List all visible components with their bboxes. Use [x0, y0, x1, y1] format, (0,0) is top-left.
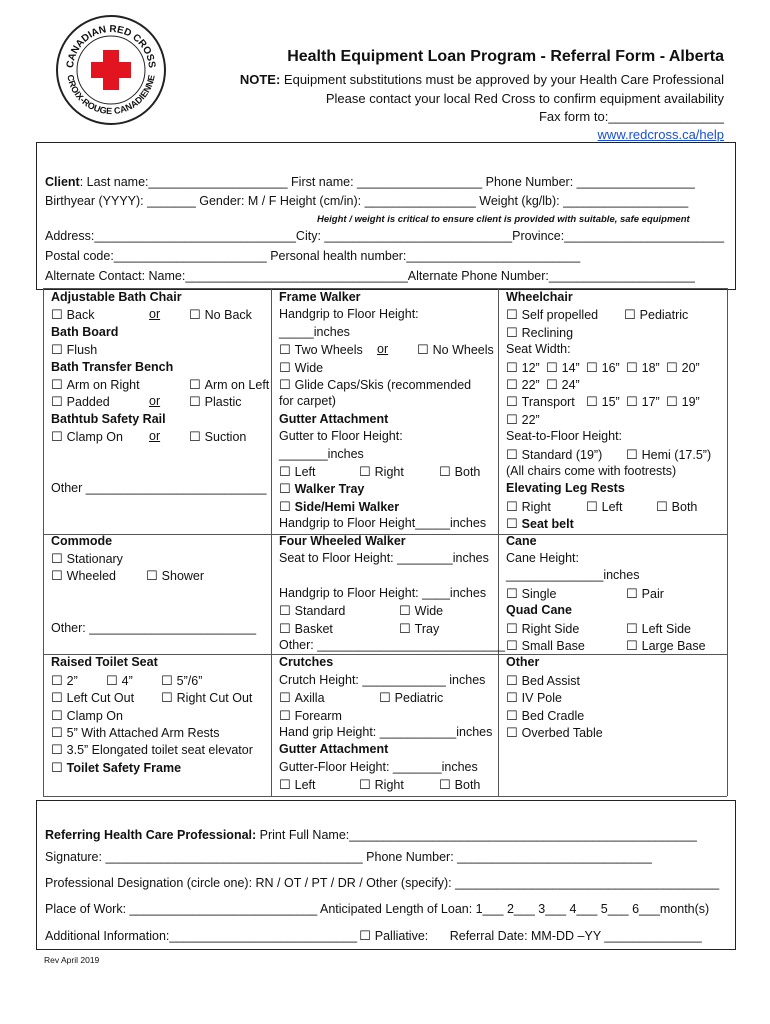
field-label: ______________inches — [506, 568, 640, 583]
col3-line — [506, 342, 571, 356]
checkbox-option[interactable]: ☐ Overbed Table — [506, 726, 603, 740]
col2-line[interactable] — [279, 464, 481, 480]
checkbox-option[interactable]: ☐ 14” — [546, 360, 580, 376]
place-of-work-line[interactable]: Place of Work: ___________________________ Anticipated Length of Loan: 1___ 2___ 3___ 4___ 5___ 6___month(s) — [45, 902, 710, 916]
col1-line — [51, 534, 112, 548]
col3-line[interactable] — [506, 673, 580, 689]
col2-line — [279, 586, 486, 600]
col1-line — [51, 360, 173, 374]
checkbox-option[interactable]: ☐ Right Side — [506, 622, 579, 636]
critical-note: Height / weight is critical to ensure client is provided with suitable, safe equipment — [317, 214, 690, 225]
col1-line[interactable] — [51, 742, 253, 758]
checkbox-option[interactable]: ☐ Large Base — [626, 638, 706, 654]
col2-line — [279, 638, 505, 652]
col3-line[interactable] — [506, 307, 689, 323]
checkbox-option[interactable]: ☐ 17” — [626, 394, 660, 410]
col2-line[interactable] — [279, 481, 364, 497]
col2-line — [279, 534, 406, 548]
signature-line[interactable]: Signature: _____________________________________ Phone Number: ____________________________ — [45, 850, 652, 864]
col2-line — [279, 725, 492, 739]
checkbox-option[interactable]: ☐ Small Base — [506, 639, 585, 653]
checkbox-option[interactable]: ☐ Arm on Left — [189, 377, 269, 393]
field-label: Hand grip Height: ___________inches — [279, 725, 493, 739]
checkbox-option[interactable]: ☐ Standard — [279, 604, 345, 618]
checkbox-option[interactable]: ☐ Reclining — [506, 326, 573, 340]
checkbox-option[interactable]: ☐ Right — [359, 777, 404, 793]
checkbox-option[interactable]: ☐ No Wheels — [417, 342, 494, 358]
palliative-checkbox[interactable] — [359, 929, 375, 943]
checkbox-option[interactable]: ☐ 24” — [546, 377, 580, 393]
checkbox-option[interactable]: ☐ Pediatric — [379, 690, 443, 706]
checkbox-option[interactable]: ☐ Seat belt — [506, 517, 574, 531]
professional-section — [36, 800, 736, 950]
col3-line — [506, 551, 579, 565]
or-separator: or — [149, 307, 161, 322]
checkbox-option[interactable]: ☐ Both — [656, 499, 697, 515]
col3-line[interactable] — [506, 638, 706, 654]
checkbox-option[interactable]: ☐ Right — [359, 464, 404, 480]
col2-line — [279, 760, 478, 774]
checkbox-option[interactable]: ☐ 2” — [51, 674, 78, 688]
checkbox-option[interactable]: ☐ 22” — [506, 378, 540, 392]
svg-text:CANADIAN RED CROSS: CANADIAN RED CROSS — [64, 23, 158, 69]
checkbox-option[interactable]: ☐ Right — [506, 500, 551, 514]
field-label: Handgrip to Floor Height_____inches — [279, 516, 487, 531]
col2-line — [279, 325, 350, 339]
col3-line[interactable] — [506, 621, 691, 637]
col3-line[interactable] — [506, 377, 580, 393]
col1-line — [51, 655, 158, 669]
checkbox-option[interactable]: ☐ 12” — [506, 361, 540, 375]
checkbox-option[interactable]: ☐ 4” — [106, 673, 133, 689]
client-line-2[interactable]: Birthyear (YYYY): _______ Gender: M / F Height (cm/in): ________________ Weight (kg/lb): __________________ — [45, 194, 689, 208]
client-line-5[interactable]: Alternate Contact: Name:________________________________Alternate Phone Number:_____________________ — [45, 269, 695, 283]
checkbox-option[interactable]: ☐ IV Pole — [506, 691, 562, 705]
col3-line[interactable] — [506, 447, 712, 463]
field-label: Gutter-Floor Height: _______inches — [279, 759, 478, 774]
checkbox-option[interactable]: ☐ Tray — [399, 621, 439, 637]
checkbox-option[interactable]: ☐ 19” — [666, 394, 700, 410]
field-label: Adjustable Bath Chair — [51, 290, 182, 304]
field-label: _______inches — [279, 446, 364, 461]
col2-line — [279, 673, 485, 687]
col2-line[interactable] — [279, 603, 444, 619]
checkbox-option[interactable]: ☐ Arm on Right — [51, 378, 140, 392]
checkbox-option[interactable]: ☐ Toilet Safety Frame — [51, 761, 181, 775]
col1-line — [51, 290, 182, 304]
field-label: Handgrip to Floor Height: — [279, 307, 419, 322]
field-label: Gutter to Floor Height: — [279, 429, 403, 444]
field-label: Seat Width: — [506, 342, 571, 357]
col3-line — [506, 568, 639, 582]
checkbox-option[interactable]: ☐ Pediatric — [624, 307, 688, 323]
col2-line[interactable] — [279, 360, 323, 376]
checkbox-option[interactable]: ☐ Wide — [279, 361, 323, 375]
field-label: Wheelchair — [506, 290, 573, 304]
checkbox-option[interactable]: ☐ Pair — [626, 586, 664, 602]
col1-line[interactable] — [51, 708, 123, 724]
checkbox-option[interactable]: ☐ Padded — [51, 395, 110, 409]
col3-line[interactable] — [506, 516, 574, 532]
checkbox-option[interactable]: ☐ 15” — [586, 394, 620, 410]
checkbox-option[interactable]: ☐ Right Cut Out — [161, 690, 252, 706]
client-section — [36, 142, 736, 290]
checkbox-option[interactable]: ☐ Bed Assist — [506, 674, 580, 688]
field-label: (All chairs come with footrests) — [506, 464, 677, 478]
field-label: for carpet) — [279, 394, 336, 409]
red-cross-logo — [55, 14, 167, 126]
checkbox-option[interactable]: ☐ 20” — [666, 360, 700, 376]
form-title: Health Equipment Loan Program - Referral Form - Alberta — [287, 48, 724, 65]
field-label: Other: ___________________________ — [279, 638, 505, 652]
field-label: Seat to Floor Height: ________inches — [279, 551, 489, 565]
checkbox-option[interactable]: ☐ 22” — [506, 413, 540, 427]
col1-line[interactable] — [51, 725, 220, 741]
checkbox-option[interactable]: ☐ Standard (19”) — [506, 448, 602, 462]
col2-line — [279, 516, 486, 530]
checkbox-option[interactable]: ☐ Walker Tray — [279, 482, 364, 496]
client-line-4[interactable]: Postal code:______________________ Personal health number:_________________________ — [45, 249, 581, 263]
col1-line[interactable] — [51, 377, 270, 393]
checkbox-option[interactable]: ☐ Basket — [279, 622, 333, 636]
note-line — [240, 72, 724, 87]
checkbox-option[interactable]: ☐ 16” — [586, 360, 620, 376]
col1-line[interactable] — [51, 673, 203, 689]
palliative-label: Palliative: — [374, 929, 429, 943]
col3-line[interactable] — [506, 690, 562, 706]
field-label: Other __________________________ — [51, 481, 267, 496]
or-separator: or — [149, 394, 161, 409]
col2-line — [279, 412, 388, 426]
field-label: Cane Height: — [506, 551, 579, 565]
col2-line[interactable] — [279, 377, 471, 393]
checkbox-option[interactable]: ☐ Axilla — [279, 691, 325, 705]
col1-line[interactable] — [51, 760, 181, 776]
field-label: Gutter Attachment — [279, 742, 389, 757]
checkbox-option[interactable]: ☐ Flush — [51, 343, 97, 357]
help-link[interactable]: www.redcross.ca/help — [597, 127, 724, 142]
checkbox-option[interactable]: ☐ Hemi (17.5”) — [626, 447, 711, 463]
col2-line[interactable] — [279, 499, 399, 515]
checkbox-option[interactable]: ☐ Wide — [399, 603, 443, 619]
col2-line[interactable] — [279, 708, 342, 724]
col3-line[interactable] — [506, 394, 700, 410]
col1-line[interactable] — [51, 429, 247, 445]
field-label: Gutter Attachment — [279, 411, 389, 426]
field-label: Bath Board — [51, 324, 119, 339]
col1-line — [51, 325, 118, 339]
col1-line[interactable] — [51, 307, 252, 323]
note-text: Equipment substitutions must be approved by your Health Care Professional — [283, 72, 724, 87]
field-label: Handgrip to Floor Height: ____inches — [279, 585, 487, 600]
col1-line[interactable] — [51, 394, 242, 410]
col3-line — [506, 429, 622, 443]
checkbox-option[interactable]: ☐ Left — [279, 465, 316, 479]
note-label: NOTE: — [239, 72, 281, 87]
checkbox-option[interactable]: ☐ Two Wheels — [279, 343, 363, 357]
referral-date: Referral Date: MM-DD –YY ______________ — [449, 929, 702, 943]
referring-text: Print Full Name:__________________________________________________ — [256, 828, 697, 842]
checkbox-option[interactable]: ☐ Clamp On — [51, 709, 123, 723]
col2-line[interactable] — [279, 777, 481, 793]
checkbox-option[interactable]: ☐ Suction — [189, 429, 246, 445]
equipment-grid — [43, 288, 727, 796]
col2-line — [279, 655, 333, 669]
field-label: Cane — [506, 533, 537, 548]
designation-line[interactable]: Professional Designation (circle one): RN / OT / PT / DR / Other (specify): ______________________________________ — [45, 876, 720, 890]
field-label: Other: ________________________ — [51, 620, 257, 635]
col2-line — [279, 290, 361, 304]
col3-line[interactable] — [506, 725, 603, 741]
referring-label: Referring Health Care Professional: — [45, 828, 257, 842]
col1-line — [51, 412, 166, 426]
client-line-1[interactable] — [45, 175, 695, 189]
checkbox-option[interactable]: ☐ Left Cut Out — [51, 691, 134, 705]
checkbox-option[interactable]: ☐ Wheeled — [51, 569, 116, 583]
checkbox-option[interactable]: ☐ Forearm — [279, 709, 342, 723]
col3-line — [506, 290, 573, 304]
field-label: Seat-to-Floor Height: — [506, 429, 623, 444]
or-separator: or — [149, 429, 161, 444]
checkbox-option[interactable]: ☐ 18” — [626, 360, 660, 376]
field-label: Bath Transfer Bench — [51, 359, 174, 374]
field-label: _____inches — [279, 324, 350, 339]
checkbox-option[interactable]: ☐ Both — [439, 777, 480, 793]
checkbox-option[interactable]: ☐ Glide Caps/Skis (recommended — [279, 378, 471, 392]
col3-line[interactable] — [506, 586, 664, 602]
col2-line[interactable] — [279, 621, 440, 637]
col1-line — [51, 481, 267, 495]
col2-line — [279, 429, 403, 443]
col3-line — [506, 655, 539, 669]
col3-line[interactable] — [506, 499, 698, 515]
col3-line[interactable] — [506, 412, 540, 428]
additional-info-line[interactable] — [45, 928, 702, 944]
checkbox-option[interactable]: ☐ 5”/6” — [161, 673, 202, 689]
client-line-1-text: : Last name:____________________ First name: __________________ Phone Number: _________________ — [79, 175, 695, 189]
client-label: Client — [45, 175, 80, 189]
checkbox-option[interactable]: ☐ Single — [506, 587, 556, 601]
col3-line — [506, 481, 625, 495]
col3-line[interactable] — [506, 360, 700, 376]
col2-line — [279, 447, 364, 461]
checkbox-option[interactable]: ☐ No Back — [189, 307, 252, 323]
col2-line[interactable] — [279, 690, 444, 706]
checkbox-option[interactable]: ☐ Back — [51, 308, 94, 322]
field-label: Raised Toilet Seat — [51, 655, 158, 670]
field-label: Quad Cane — [506, 603, 572, 618]
additional-info-text: Additional Information:___________________________ — [45, 929, 358, 943]
checkbox-option[interactable]: ☐ Clamp On — [51, 430, 123, 444]
col1-line[interactable] — [51, 342, 97, 358]
checkbox-option[interactable]: ☐ Stationary — [51, 552, 123, 566]
col3-line[interactable] — [506, 708, 584, 724]
fax-line[interactable]: Fax form to:________________ — [538, 109, 724, 124]
col1-line[interactable] — [51, 690, 253, 706]
checkbox-option[interactable]: ☐ Side/Hemi Walker — [279, 500, 399, 514]
col1-line — [51, 621, 256, 635]
field-label: Crutches — [279, 655, 334, 670]
checkbox-option[interactable]: ☐ 5” With Attached Arm Rests — [51, 726, 220, 740]
checkbox-option[interactable]: ☐ Left Side — [626, 621, 691, 637]
field-label: Other — [506, 655, 540, 670]
or-separator: or — [377, 342, 389, 357]
col1-line[interactable] — [51, 551, 123, 567]
checkbox-option[interactable]: ☐ Bed Cradle — [506, 709, 584, 723]
field-label: Four Wheeled Walker — [279, 533, 406, 548]
checkbox-option[interactable]: ☐ Self propelled — [506, 308, 598, 322]
checkbox-option[interactable]: ☐ Plastic — [189, 394, 241, 410]
col1-line[interactable] — [51, 568, 205, 584]
field-label: Crutch Height: ____________ inches — [279, 672, 486, 687]
revision-note: Rev April 2019 — [44, 955, 100, 965]
checkbox-option[interactable]: ☐ Left — [279, 778, 316, 792]
field-label: Elevating Leg Rests — [506, 481, 625, 496]
field-label: Commode — [51, 533, 113, 548]
col2-line — [279, 551, 489, 565]
col3-line[interactable] — [506, 325, 573, 341]
client-line-3[interactable]: Address:_____________________________City: ___________________________Province:_______________________ — [45, 229, 725, 243]
checkbox-option[interactable]: ☐ 3.5” Elongated toilet seat elevator — [51, 743, 253, 757]
col2-line — [279, 742, 388, 756]
field-label: Bathtub Safety Rail — [51, 411, 166, 426]
col3-line — [506, 603, 572, 617]
checkbox-option[interactable]: ☐ Shower — [146, 568, 204, 584]
svg-text:CROIX-ROUGE CANADIENNE: CROIX-ROUGE CANADIENNE — [65, 73, 157, 117]
checkbox-option[interactable]: ☐ Transport — [506, 395, 575, 409]
contact-line: Please contact your local Red Cross to confirm equipment availability — [325, 91, 724, 106]
checkbox-option[interactable]: ☐ Left — [586, 499, 623, 515]
col2-line[interactable] — [279, 342, 494, 358]
field-label: Frame Walker — [279, 290, 361, 304]
col3-line — [506, 534, 537, 548]
col3-line — [506, 464, 676, 478]
checkbox-option[interactable]: ☐ Both — [439, 464, 480, 480]
col2-line — [279, 394, 336, 408]
referring-line[interactable] — [45, 828, 697, 842]
col2-line — [279, 307, 419, 321]
